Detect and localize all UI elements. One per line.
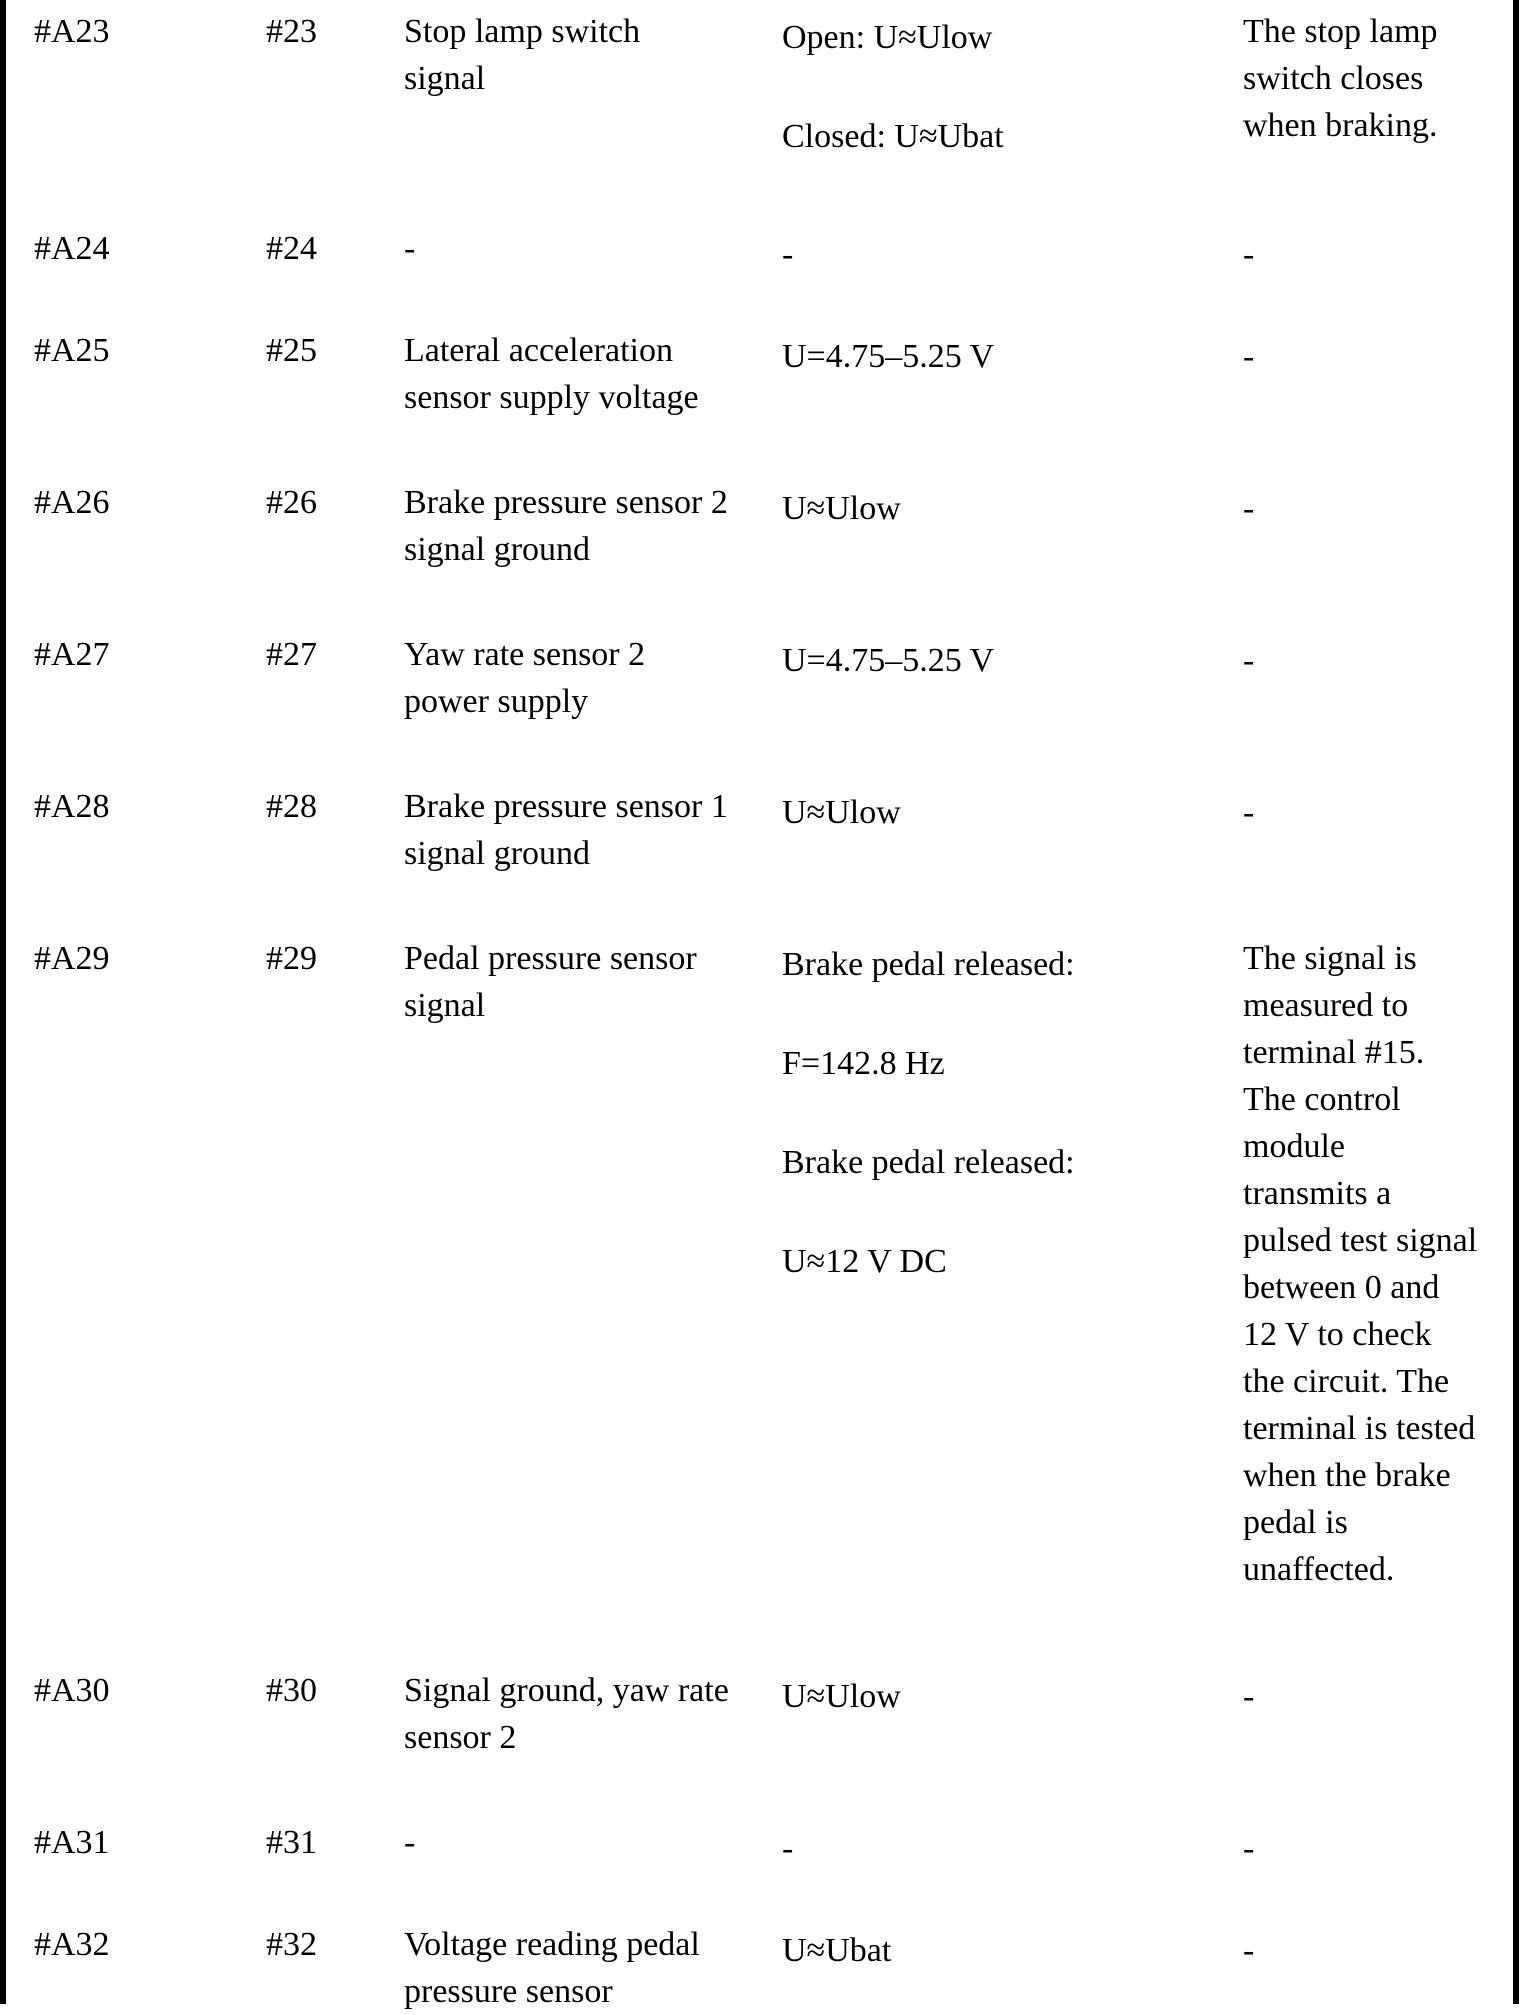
value-cell-line: U=4.75–5.25 V (782, 642, 995, 679)
value-cell (782, 1667, 1232, 1720)
description-cell-line: Signal ground, yaw rate (404, 1672, 729, 1709)
description-cell (404, 1819, 784, 1866)
notes-cell (1243, 783, 1513, 836)
notes-cell-line: between 0 and (1243, 1269, 1440, 1306)
value-cell (782, 1819, 1232, 1872)
notes-cell-line: 12 V to check (1243, 1316, 1432, 1353)
notes-cell (1243, 935, 1513, 1593)
terminal-cell: #A25 (34, 332, 110, 369)
notes-cell-line: - (1243, 1678, 1255, 1715)
description-cell-line: - (404, 230, 416, 267)
value-cell-line: F=142.8 Hz (782, 1045, 945, 1082)
description-cell-line: Stop lamp switch (404, 13, 641, 50)
notes-cell-line: The stop lamp (1243, 13, 1438, 50)
notes-cell-line: The control (1243, 1081, 1401, 1118)
description-cell (404, 1921, 784, 2015)
value-cell-line: U≈Ulow (782, 1678, 901, 1715)
description-cell-line: Yaw rate sensor 2 (404, 636, 646, 673)
description-cell-line: - (404, 1824, 416, 1861)
description-cell-line: signal ground (404, 835, 591, 872)
notes-cell-line: - (1243, 236, 1255, 273)
pin-cell: #23 (266, 13, 317, 50)
description-cell-line: sensor supply voltage (404, 379, 699, 416)
description-cell-line: signal (404, 987, 486, 1024)
value-cell-line: U≈Ubat (782, 1932, 892, 1969)
description-cell (404, 631, 784, 725)
value-cell-line: - (782, 1830, 794, 1867)
description-cell (404, 327, 784, 421)
value-cell (782, 225, 1232, 278)
pin-cell: #25 (266, 332, 317, 369)
pin-cell: #29 (266, 940, 317, 977)
description-cell (404, 479, 784, 573)
description-cell-line: Pedal pressure sensor (404, 940, 697, 977)
description-cell-line: pressure sensor (404, 1973, 613, 2010)
value-cell-line: Open: U≈Ulow (782, 19, 993, 56)
description-cell-line: Brake pressure sensor 1 (404, 788, 728, 825)
notes-cell-line: pedal is (1243, 1504, 1348, 1541)
terminal-cell: #A28 (34, 788, 110, 825)
notes-cell-line: terminal is tested (1243, 1410, 1476, 1447)
value-cell-line: U≈Ulow (782, 490, 901, 527)
notes-cell-line: module (1243, 1128, 1345, 1165)
terminal-cell: #A24 (34, 230, 110, 267)
terminal-cell: #A29 (34, 940, 110, 977)
pin-cell: #32 (266, 1926, 317, 1963)
terminal-cell: #A32 (34, 1926, 110, 1963)
terminal-cell: #A27 (34, 636, 110, 673)
description-cell (404, 1667, 784, 1761)
notes-cell-line: when the brake (1243, 1457, 1451, 1494)
notes-cell (1243, 1819, 1513, 1872)
notes-cell-line: the circuit. The (1243, 1363, 1450, 1400)
description-cell-line: power supply (404, 683, 589, 720)
value-cell-line: Closed: U≈Ubat (782, 118, 1004, 155)
value-cell (782, 935, 1232, 1285)
terminal-cell: #A31 (34, 1824, 110, 1861)
notes-cell-line: pulsed test signal (1243, 1222, 1478, 1259)
pin-cell: #30 (266, 1672, 317, 1709)
notes-cell-line: when braking. (1243, 107, 1438, 144)
notes-cell-line: measured to (1243, 987, 1409, 1024)
notes-cell-line: - (1243, 794, 1255, 831)
description-cell (404, 783, 784, 877)
description-cell-line: Voltage reading pedal (404, 1926, 700, 1963)
notes-cell (1243, 1667, 1513, 1720)
description-cell (404, 225, 784, 272)
notes-cell-line: switch closes (1243, 60, 1424, 97)
notes-cell (1243, 8, 1513, 149)
value-cell-line: Brake pedal released: (782, 946, 1075, 983)
description-cell-line: Brake pressure sensor 2 (404, 484, 728, 521)
value-cell (782, 479, 1232, 532)
notes-cell-line: unaffected. (1243, 1551, 1395, 1588)
terminal-cell: #A26 (34, 484, 110, 521)
pin-cell: #27 (266, 636, 317, 673)
description-cell (404, 935, 784, 1029)
notes-cell-line: The signal is (1243, 940, 1417, 977)
value-cell-line: U=4.75–5.25 V (782, 338, 995, 375)
notes-cell-line: - (1243, 1932, 1255, 1969)
notes-cell-line: - (1243, 642, 1255, 679)
pin-cell: #31 (266, 1824, 317, 1861)
notes-cell (1243, 225, 1513, 278)
pin-cell: #24 (266, 230, 317, 267)
description-cell-line: Lateral acceleration (404, 332, 673, 369)
value-cell (782, 327, 1232, 380)
value-cell-line: Brake pedal released: (782, 1144, 1075, 1181)
notes-cell-line: - (1243, 490, 1255, 527)
value-cell-line: U≈Ulow (782, 794, 901, 831)
value-cell (782, 783, 1232, 836)
notes-cell-line: - (1243, 1830, 1255, 1867)
notes-cell-line: transmits a (1243, 1175, 1392, 1212)
pin-cell: #28 (266, 788, 317, 825)
description-cell-line: sensor 2 (404, 1719, 517, 1756)
notes-cell-line: - (1243, 338, 1255, 375)
pin-cell: #26 (266, 484, 317, 521)
value-cell-line: - (782, 236, 794, 273)
notes-cell (1243, 631, 1513, 684)
notes-cell (1243, 327, 1513, 380)
description-cell-line: signal (404, 60, 486, 97)
notes-cell (1243, 1921, 1513, 1974)
value-cell (782, 8, 1232, 160)
description-cell-line: signal ground (404, 531, 591, 568)
terminal-cell: #A23 (34, 13, 110, 50)
terminal-cell: #A30 (34, 1672, 110, 1709)
value-cell (782, 631, 1232, 684)
description-cell (404, 8, 784, 102)
notes-cell-line: terminal #15. (1243, 1034, 1425, 1071)
notes-cell (1243, 479, 1513, 532)
value-cell (782, 1921, 1232, 1974)
value-cell-line: U≈12 V DC (782, 1243, 947, 1280)
